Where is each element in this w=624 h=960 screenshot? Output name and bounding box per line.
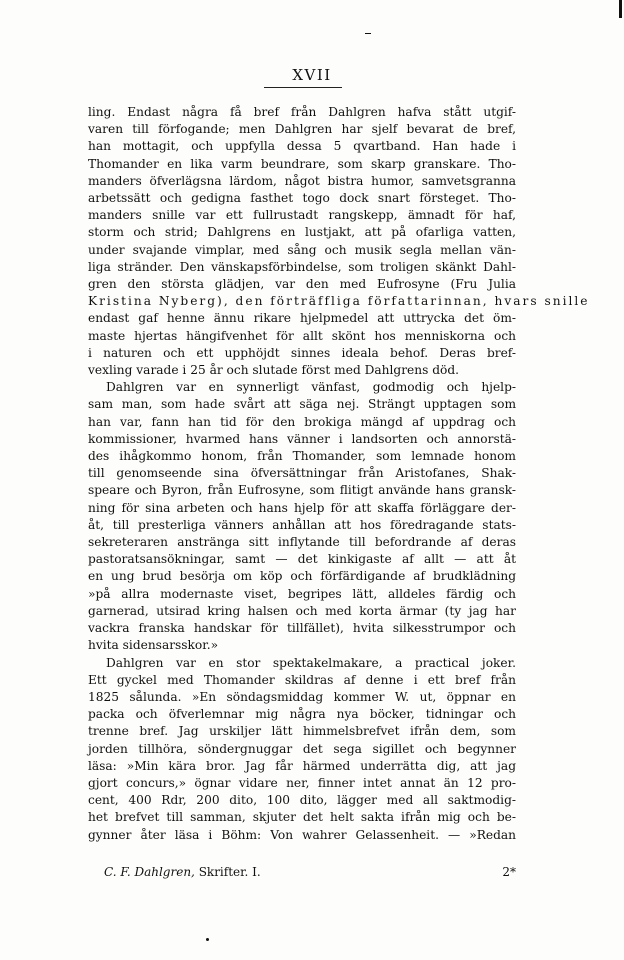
text-line: packa och öfverlemnar mig några nya böcker, tidningar och <box>88 707 516 722</box>
text-line: ning för sina arbeten och hans hjelp för att skaffa förläggare der- <box>88 500 516 515</box>
text-line: Dahlgren var en stor spektakelmakare, a practical joker. <box>106 655 516 670</box>
scan-speck <box>206 938 209 941</box>
text-line: han var, fann han tid för den brokiga mängd af uppdrag och <box>88 414 516 429</box>
text-line: garnerad, utsirad kring halsen och med korta ärmar (ty jag har <box>88 603 516 618</box>
text-line: trenne bref. Jag urskiljer lätt himmelsbrefvet ifrån dem, som <box>88 724 516 739</box>
text-line: jorden tillhöra, söndergnuggar det sega sigillet och begynner <box>88 741 516 756</box>
text-line: het brefvet till samman, skjuter det helt sakta ifrån mig och be- <box>88 810 516 825</box>
footer-signature: 2* <box>502 865 516 879</box>
text-line: vackra franska handskar för tillfället), hvita silkesstrumpor och <box>88 621 516 636</box>
text-line: gynner åter läsa i Böhm: Von wahrer Gelassenheit. — »Redan <box>88 827 516 842</box>
text-line: manders snille var ett fullrustadt rangskepp, ämnadt för haf, <box>88 208 516 223</box>
text-line: liga stränder. Den vänskapsförbindelse, som troligen skänkt Dahl- <box>88 259 516 274</box>
text-line: Dahlgren var en synnerligt vänfast, godmodig och hjelp- <box>106 380 516 395</box>
body-text <box>88 104 590 844</box>
text-line: cent, 400 Rdr, 200 dito, 100 dito, lägger med all saktmodig- <box>88 793 516 808</box>
text-line: des ihågkommo honom, från Thomander, som lemnade honom <box>88 449 516 464</box>
text-line: kommissioner, hvarmed hans vänner i landsorten och annorstä- <box>88 431 516 446</box>
text-line: gren den största glädjen, var den med Eufrosyne (Fru Julia <box>88 277 516 292</box>
text-line: arbetssätt och gedigna fasthet togo dock snart försteget. Tho- <box>88 191 516 206</box>
text-line: storm och strid; Dahlgrens en lustjakt, att på ofarliga vatten, <box>88 225 516 240</box>
text-line: pastoratsansökningar, samt — det kinkigaste af allt — att åt <box>88 552 516 567</box>
text-line: vexling varade i 25 år och slutade först med Dahlgrens död. <box>88 363 460 378</box>
text-line: varen till förfogande; men Dahlgren har sjelf bevarat de bref, <box>88 122 516 137</box>
text-line: 1825 sålunda. »En söndagsmiddag kommer W. ut, öppnar en <box>88 689 516 704</box>
footer-author: C. F. Dahlgren, <box>104 865 195 879</box>
text-line: han mottagit, och uppfylla dessa 5 qvartband. Han hade i <box>88 139 516 154</box>
text-line: i naturen och ett upphöjdt sinnes ideala behof. Deras bref- <box>88 345 516 360</box>
text-line: hvita sidensarsskor.» <box>88 638 219 653</box>
text-line: sam man, som hade svårt att säga nej. Strängt upptagen som <box>88 397 516 412</box>
text-line: läsa: »Min kära bror. Jag får härmed underrätta dig, att jag <box>88 758 516 773</box>
text-line: ling. Endast några få bref från Dahlgren hafva stått utgif- <box>88 105 516 119</box>
text-line: under svajande vimplar, med sång och musik segla mellan vän- <box>88 242 516 257</box>
text-line: sekreteraren anstränga sitt inflytande till befordrande af deras <box>88 535 516 550</box>
text-line: Ett gyckel med Thomander skildras af denne i ett bref från <box>88 672 516 687</box>
page-number: XVII <box>292 66 332 84</box>
text-line: manders öfverlägsna lärdom, något bistra humor, samvetsgranna <box>88 173 516 188</box>
scan-speck <box>365 33 371 34</box>
page-footer <box>104 865 516 879</box>
footer-work: Skrifter. I. <box>198 865 261 879</box>
text-line: gjort concurs,» ögnar vidare ner, finner intet annat än 12 pro- <box>88 775 516 790</box>
footer-left <box>104 865 261 879</box>
text-line: speare och Byron, från Eufrosyne, som flitigt använde hans gransk- <box>88 483 516 498</box>
text-line: Thomander en lika varm beundrare, som skarp granskare. Tho- <box>88 156 516 171</box>
page-header <box>0 66 624 84</box>
text-line: »på allra modernaste viset, begripes lätt, alldeles färdig och <box>88 586 516 601</box>
text-line: åt, till presterliga vänners anhållan att hos föredragande stats- <box>88 517 516 532</box>
text-line: en ung brud besörja om köp och förfärdigande af brudklädning <box>88 569 516 584</box>
text-line: endast gaf henne ännu rikare hjelpmedel att uttrycka det öm- <box>88 311 516 326</box>
text-line: till genomseende sina öfversättningar från Aristofanes, Shak- <box>88 466 516 481</box>
text-line: maste hjertas hängifvenhet för allt skönt hos menniskorna och <box>88 328 516 343</box>
text-line: Kristina Nyberg), den förträffliga författarinnan, hvars snille <box>88 294 590 309</box>
header-rule <box>264 87 342 88</box>
scan-edge-mark <box>619 0 622 18</box>
